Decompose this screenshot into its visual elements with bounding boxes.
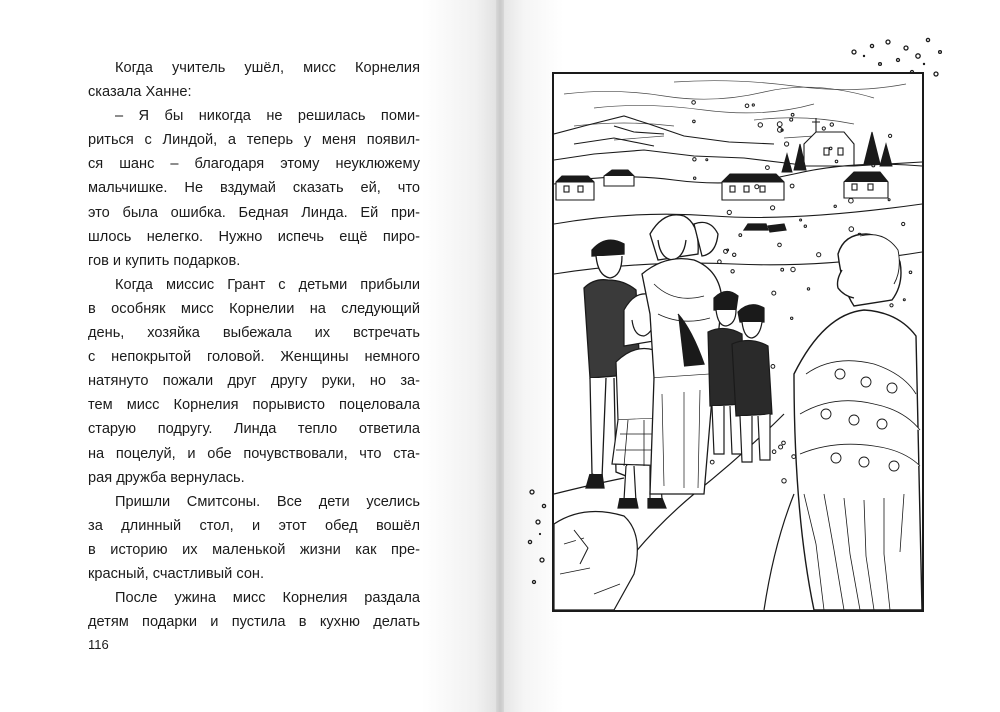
text-line: за длинный стол, и этот обед вошёл <box>88 517 420 534</box>
text-line: шлось нелегко. Нужно испечь ещё пиро- <box>88 228 420 245</box>
text-line: красный, счастливый сон. <box>88 565 265 582</box>
text-line: мальчишке. Не вздумай сказать ей, что <box>88 180 420 197</box>
page-number: 116 <box>88 637 109 652</box>
left-page <box>0 0 496 712</box>
text-line: с непокрытой головой. Женщины немного <box>88 349 420 366</box>
text-line: Пришли Смитсоны. Все дети уселись <box>115 493 420 510</box>
text-line: в историю их маленькой жизни как пре- <box>88 541 420 558</box>
text-line: гов и купить подарков. <box>88 252 241 269</box>
book-illustration <box>552 72 924 612</box>
text-line: в особняк мисс Корнелии на следующий <box>88 300 420 317</box>
text-line: Когда учитель ушёл, мисс Корнелия <box>115 60 420 76</box>
text-line: Когда миссис Грант с детьми прибыли <box>115 276 420 293</box>
text-line: это была ошибка. Бедная Линда. Ей при- <box>88 204 420 221</box>
text-line: детям подарки и пустила в кухню делать <box>88 614 420 631</box>
text-line: сказала Ханне: <box>88 84 192 101</box>
book-gutter <box>496 0 504 712</box>
text-line: старую подругу. Линда тепло ответила <box>88 421 420 438</box>
text-line: рая дружба вернулась. <box>88 469 245 486</box>
body-text <box>88 56 420 634</box>
text-line: на поцелуй, и обе почувствовали, что ста- <box>88 445 420 462</box>
text-line: натянуто пожали друг другу руки, но за- <box>88 373 420 390</box>
text-line: – Я бы никогда не решилась поми- <box>115 108 420 125</box>
text-line: ся шанс – благодаря этому неуклюжему <box>88 156 420 173</box>
text-line: тем мисс Корнелия порывисто поцеловала <box>88 397 420 414</box>
small-boys <box>708 291 772 462</box>
text-line: день, хозяйка выбежала их встречать <box>88 325 420 342</box>
text-line: риться с Линдой, а теперь у меня появил- <box>88 132 420 149</box>
winter-scene-drawing <box>554 74 922 610</box>
text-line: После ужина мисс Корнелия раздала <box>115 590 420 607</box>
